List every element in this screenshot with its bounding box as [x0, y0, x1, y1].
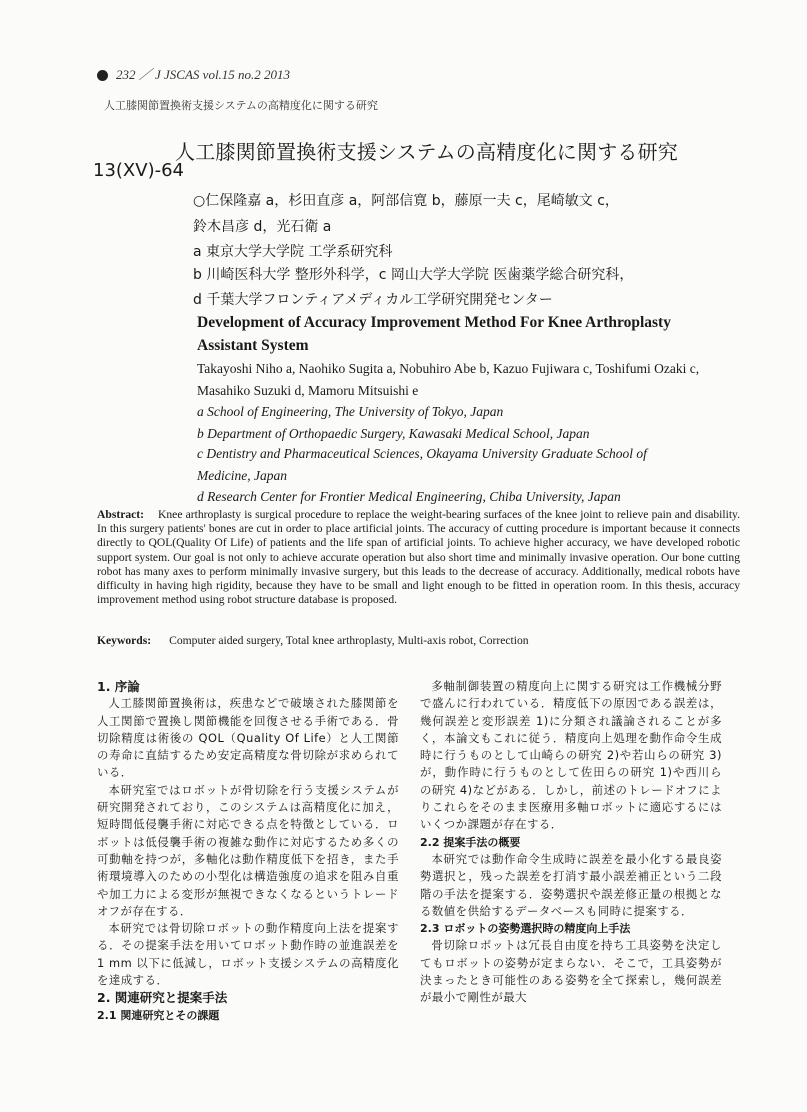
- affiliation-ja-bc: b 川崎医科大学 整形外科学，c 岡山大学大学院 医歯薬学総合研究科，: [193, 267, 634, 283]
- section-1-paragraph-3: 本研究では骨切除ロボットの動作精度向上法を提案する．その提案手法を用いてロボット動作時の並進誤差を 1 mm 以下に低減し，ロボット支援システムの高精度化を達成する．: [97, 921, 399, 988]
- affiliation-en-b: b Department of Orthopaedic Surgery, Kawasaki Medical School, Japan: [197, 426, 590, 441]
- affiliation-en-c: c Dentistry and Pharmaceutical Sciences, Okayama University Graduate School of: [197, 446, 647, 461]
- section-2-2-paragraph: 本研究では動作命令生成時に誤差を最小化する最良姿勢選択と，残った誤差を打消す最小誤差補正という二段階の手法を提案する．姿勢選択や誤差修正量の根拠となる数値を供給するデータベースも同時に提案する．: [420, 851, 722, 918]
- body-column-right: [420, 678, 722, 1007]
- title-english-line-2: Assistant System: [197, 337, 309, 354]
- section-2-heading: 2. 関連研究と提案手法: [97, 990, 228, 1006]
- authors-en-line-1: Takayoshi Niho a, Naohiko Sugita a, Nobuhiro Abe b, Kazuo Fujiwara c, Toshifumi Ozaki c,: [197, 361, 700, 376]
- authors-ja-line-2: 鈴木昌彦 d，光石衛 a: [193, 219, 332, 235]
- section-2-1-paragraph: 多軸制御装置の精度向上に関する研究は工作機械分野で盛んに行われている．精度低下の原因である誤差は，幾何誤差と変形誤差 1)に分類され議論されることが多く，本論文もこれに従う．精度向上処理を動作命令生成時に行うものとして山崎らの研究 2)や若山らの研究 3)が，動作時に行うものとして佐田らの研究 1)や西川らの研究 4)などがある．しかし，前述のトレードオフによりこれらをそのまま医療用多軸ロボットに適応するにはいくつか課題が存在する．: [420, 679, 722, 832]
- section-2-3-heading: 2.3 ロボットの姿勢選択時の精度向上手法: [420, 922, 631, 936]
- abstract-label: Abstract:: [97, 508, 145, 521]
- section-1-paragraph-2: 本研究室ではロボットが骨切除を行う支援システムが研究開発されており，このシステムは高精度化に加え，短時間低侵襲手術に対応できる点を特徴としている．ロボットは低侵襲手術の複雑な動作に対応するため多くの可動軸を持つが，多軸化は動作精度低下を招き，また手術環境導入のための小型化は構造強度の追求を阻み自重や加工力による変形が無視できなくなるというトレードオフが存在する．: [97, 782, 399, 918]
- abstract: [97, 508, 740, 607]
- section-2-2-heading: 2.2 提案手法の概要: [420, 835, 521, 849]
- keywords: [97, 634, 740, 647]
- authors-en-line-2: Masahiko Suzuki d, Mamoru Mitsuishi e: [197, 383, 419, 398]
- page-bullet: [97, 70, 108, 81]
- affiliation-en-c-cont: Medicine, Japan: [197, 468, 287, 483]
- body-column-left: [97, 678, 399, 1024]
- section-2-1-heading: 2.1 関連研究とその課題: [97, 1008, 220, 1022]
- affiliation-ja-a: a 東京大学大学院 工学系研究科: [193, 244, 393, 260]
- running-title: 人工膝関節置換術支援システムの高精度化に関する研究: [104, 99, 378, 112]
- affiliation-en-d: d Research Center for Frontier Medical Engineering, Chiba University, Japan: [197, 489, 621, 504]
- title-japanese: 人工膝関節置換術支援システムの高精度化に関する研究: [175, 140, 678, 164]
- running-header: 232 ／ J JSCAS vol.15 no.2 2013: [116, 67, 291, 82]
- section-1-heading: 1. 序論: [97, 679, 140, 694]
- authors-ja-line-1: ○仁保隆嘉 a，杉田直彦 a，阿部信寛 b，藤原一夫 c，尾崎敏文 c，: [193, 193, 619, 209]
- section-2-3-paragraph: 骨切除ロボットは冗長自由度を持ち工具姿勢を決定してもロボットの姿勢が定まらない．そこで，工具姿勢が決まったとき可能性のある姿勢を全て探索し，幾何誤差が最小で剛性が最大: [420, 938, 722, 1005]
- affiliation-ja-d: d 千葉大学フロンティアメディカル工学研究開発センター: [193, 292, 553, 308]
- keywords-label: Keywords:: [97, 634, 152, 647]
- title-english-line-1: Development of Accuracy Improvement Method For Knee Arthroplasty: [197, 314, 671, 331]
- paper-code: 13(XV)-64: [93, 160, 184, 181]
- section-1-paragraph-1: 人工膝関節置換術は，疾患などで破壊された膝関節を人工関節で置換し関節機能を回復させる手術である．骨切除精度は術後の QOL（Quality Of Life）と人工関節の寿命に直結するため安定高精度な骨切除が求められている．: [97, 696, 399, 780]
- abstract-text: Knee arthroplasty is surgical procedure to replace the weight-bearing surfaces of the knee joint to relieve pain and disability. In this surgery patients' bones are cut in order to place artificial joints. The accuracy of cutting procedure is important because it connects directly to QOL(Quality Of Life) of patients and the life span of artificial joints. To achieve higher accuracy, we have developed robotic support system. Our goal is not only to achieve accurate operation but also short time and minimally invasive operation. Our bone cutting robot has many axes to perform minimally invasive surgery, but this leads to the decrease of accuracy. Additionally, medical robots have difficulty in having high rigidity, because they have to be small and light enough to be fitted in operation room. In this thesis, accuracy improvement method using robot structure database is proposed.: [97, 508, 740, 607]
- keywords-text: Computer aided surgery, Total knee arthroplasty, Multi-axis robot, Correction: [169, 634, 529, 647]
- affiliation-en-a: a School of Engineering, The University of Tokyo, Japan: [197, 404, 504, 419]
